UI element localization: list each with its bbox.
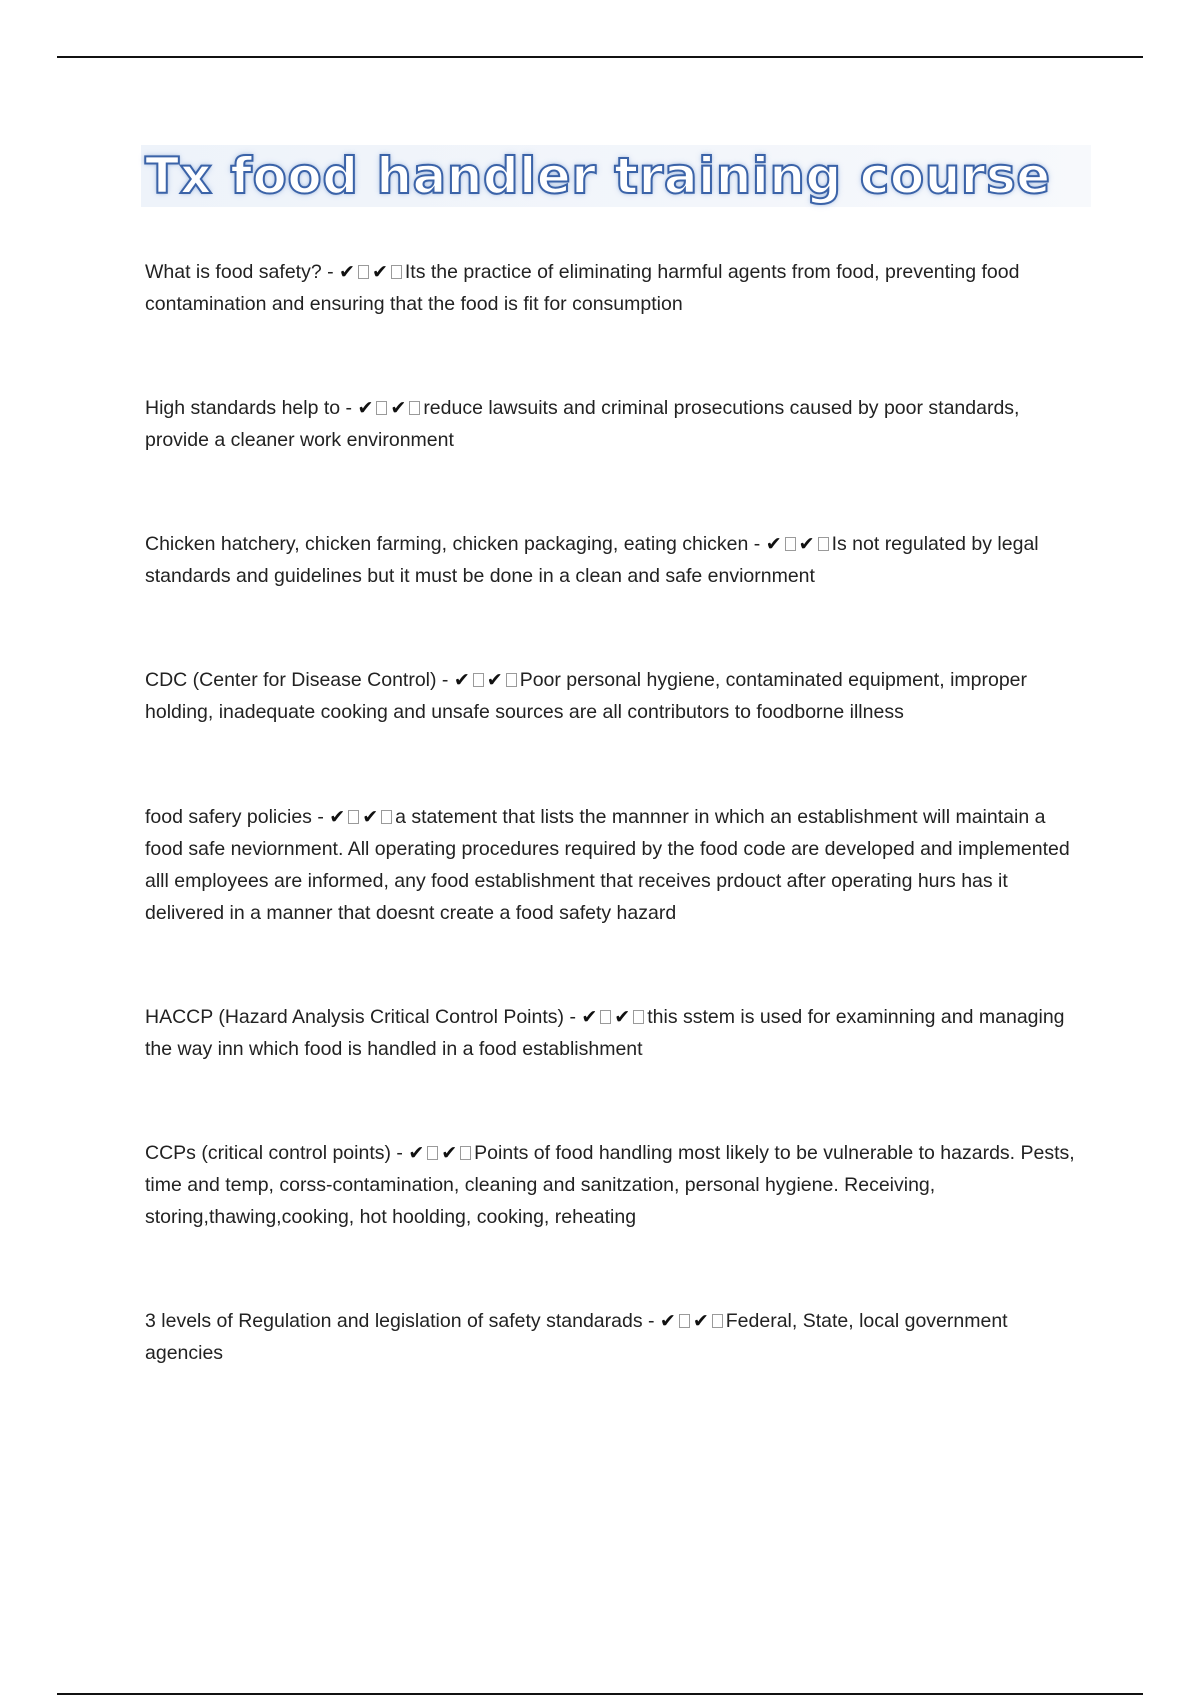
- checkmark-icon: ✔: [659, 1310, 676, 1332]
- checkmark-icon: ✔: [765, 533, 782, 555]
- placeholder-box-icon: [473, 673, 484, 687]
- flashcard-list: [145, 256, 1085, 1369]
- placeholder-box-icon: [427, 1146, 438, 1160]
- entry-separator: -: [436, 669, 454, 691]
- entry-separator: -: [642, 1310, 660, 1332]
- entry-definition: this sstem is used for examinning and managing the way inn which food is handled in a food establishment: [145, 1006, 1065, 1060]
- placeholder-box-icon: [506, 673, 517, 687]
- entry-term: food safery policies: [145, 806, 312, 828]
- checkmark-icon: ✔: [441, 1142, 458, 1164]
- placeholder-box-icon: [358, 265, 369, 279]
- footer-rule: [57, 1693, 1143, 1695]
- checkmark-icon: ✔: [408, 1142, 425, 1164]
- entry-separator: -: [321, 261, 340, 283]
- entry-term: CDC (Center for Disease Control): [145, 669, 437, 691]
- checkmark-icon: ✔: [692, 1310, 709, 1332]
- placeholder-box-icon: [785, 537, 796, 551]
- entry-term: What is food safety?: [145, 261, 322, 283]
- document-title: Tx food handler training course: [145, 147, 1051, 205]
- entry-definition: reduce lawsuits and criminal prosecutions caused by poor standards, provide a cleaner work environment: [145, 397, 1020, 451]
- flashcard-entry: [145, 1137, 1085, 1233]
- placeholder-box-icon: [633, 1010, 644, 1024]
- entry-separator: -: [748, 533, 766, 555]
- entry-definition: Is not regulated by legal standards and guidelines but it must be done in a clean and safe enviornment: [145, 533, 1039, 587]
- entry-definition: Points of food handling most likely to be vulnerable to hazards. Pests, time and temp, corss-contamination, cleaning and sanitzation, personal hygiene. Receiving, storing,thawing,cooking, hot hoolding, cooking, reheating: [145, 1142, 1075, 1228]
- checkmark-icon: ✔: [371, 261, 388, 283]
- entry-separator: -: [390, 1142, 409, 1164]
- placeholder-box-icon: [460, 1146, 471, 1160]
- flashcard-entry: [145, 256, 1085, 320]
- entry-term: CCPs (critical control points): [145, 1142, 391, 1164]
- placeholder-box-icon: [409, 401, 420, 415]
- entry-term: 3 levels of Regulation and legislation of safety standarads: [145, 1310, 643, 1332]
- checkmark-icon: ✔: [614, 1006, 631, 1028]
- placeholder-box-icon: [818, 537, 829, 551]
- checkmark-icon: ✔: [486, 669, 503, 691]
- flashcard-entry: [145, 664, 1085, 728]
- flashcard-entry: [145, 801, 1085, 929]
- entry-definition: Federal, State, local government agencies: [145, 1310, 1008, 1364]
- flashcard-entry: [145, 1001, 1085, 1065]
- flashcard-entry: [145, 1305, 1085, 1369]
- flashcard-entry: [145, 392, 1085, 456]
- checkmark-icon: ✔: [581, 1006, 598, 1028]
- entry-term: High standards help to: [145, 397, 341, 419]
- entry-definition: a statement that lists the mannner in which an establishment will maintain a food safe neviornment. All operating procedures required by the food code are developed and implemented alll employees are informed, any food establishment that receives prdouct after operating hurs has it delivered in a manner that doesnt create a food safety hazard: [145, 806, 1070, 924]
- checkmark-icon: ✔: [362, 806, 379, 828]
- checkmark-icon: ✔: [798, 533, 815, 555]
- placeholder-box-icon: [348, 810, 359, 824]
- entry-separator: -: [564, 1006, 582, 1028]
- checkmark-icon: ✔: [453, 669, 470, 691]
- flashcard-entry: [145, 528, 1085, 592]
- entry-term: HACCP (Hazard Analysis Critical Control Points): [145, 1006, 565, 1028]
- checkmark-icon: ✔: [329, 806, 346, 828]
- checkmark-icon: ✔: [339, 261, 355, 283]
- placeholder-box-icon: [679, 1314, 690, 1328]
- entry-term: Chicken hatchery, chicken farming, chicken packaging, eating chicken: [145, 533, 749, 555]
- entry-definition: Poor personal hygiene, contaminated equipment, improper holding, inadequate cooking and unsafe sources are all contributors to foodborne illness: [145, 669, 1028, 723]
- placeholder-box-icon: [712, 1314, 723, 1328]
- placeholder-box-icon: [391, 265, 402, 279]
- checkmark-icon: ✔: [357, 397, 374, 419]
- placeholder-box-icon: [600, 1010, 611, 1024]
- entry-separator: -: [311, 806, 330, 828]
- checkmark-icon: ✔: [390, 397, 407, 419]
- entry-definition: Its the practice of eliminating harmful agents from food, preventing food contamination and ensuring that the food is fit for consumption: [145, 261, 1020, 315]
- entry-separator: -: [340, 397, 358, 419]
- placeholder-box-icon: [376, 401, 387, 415]
- placeholder-box-icon: [381, 810, 392, 824]
- header-rule: [57, 56, 1143, 58]
